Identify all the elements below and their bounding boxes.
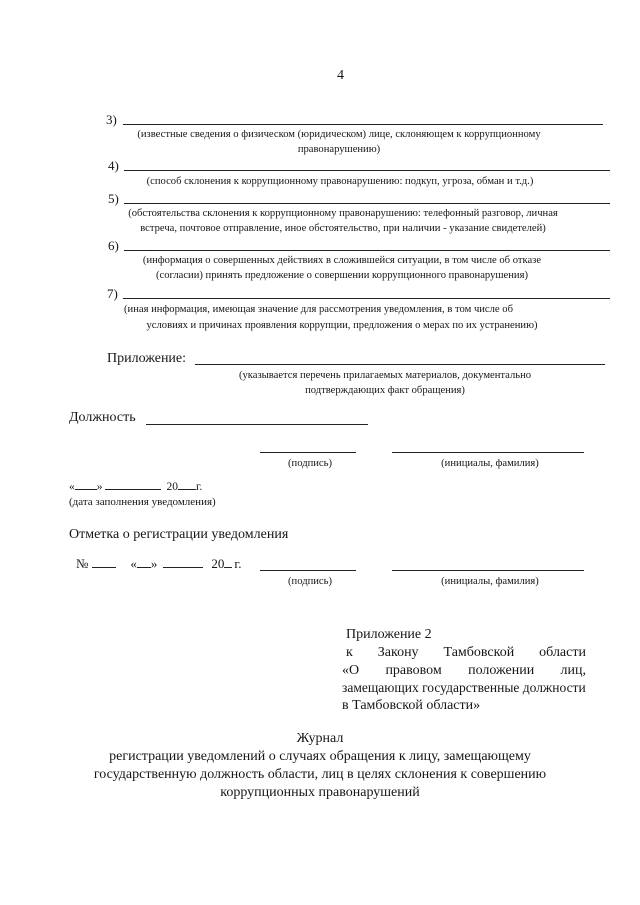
- reg-month-field[interactable]: [163, 567, 203, 568]
- reg-no-field[interactable]: [92, 567, 116, 568]
- registration-title: Отметка о регистрации уведомления: [69, 527, 289, 542]
- date-year-prefix: 20: [166, 481, 178, 493]
- journal-title: Журнал: [296, 731, 344, 746]
- item-number-6: 6): [108, 238, 119, 253]
- position-line[interactable]: [146, 424, 368, 425]
- item-number-4: 4): [108, 158, 119, 173]
- attachment-line[interactable]: [195, 364, 605, 365]
- item-number-5: 5): [108, 191, 119, 206]
- appendix-word: «О: [342, 663, 360, 678]
- appendix-word: к: [346, 645, 353, 660]
- item-line-6[interactable]: [124, 250, 610, 251]
- appendix-title: Приложение 2: [346, 627, 432, 642]
- attachment-caption-a: (указывается перечень прилагаемых материалов, документально: [238, 370, 532, 381]
- date-quote-close: »: [96, 481, 103, 493]
- reg-quote-open: «: [130, 556, 137, 571]
- date-line: [69, 481, 202, 493]
- item-caption-5b: встреча, почтовое отправление, иное обстоятельство, при наличии - указание свидетелей): [140, 223, 546, 234]
- reg-signature-line[interactable]: [260, 570, 356, 571]
- item-line-5[interactable]: [124, 203, 610, 204]
- appendix-word: Закону: [377, 645, 419, 660]
- signature-caption: (подпись): [288, 458, 332, 469]
- item-number-7: 7): [107, 286, 118, 301]
- reg-day-field[interactable]: [137, 567, 151, 568]
- item-caption-3b: правонарушению): [297, 144, 381, 155]
- reg-year-prefix: 20: [211, 556, 225, 571]
- item-caption-7a: (иная информация, имеющая значение для рассмотрения уведомления, в том числе об: [124, 304, 513, 315]
- journal-line-2: государственную должность области, лиц в целях склонения к совершению: [93, 767, 547, 782]
- item-caption-3a: (известные сведения о физическом (юридическом) лице, склоняющем к коррупционному: [137, 129, 541, 140]
- reg-initials-line[interactable]: [392, 570, 584, 571]
- item-line-4[interactable]: [124, 170, 610, 171]
- item-number-3: 3): [106, 112, 117, 127]
- appendix-line-5: в Тамбовской области»: [342, 698, 481, 713]
- reg-initials-caption: (инициалы, фамилия): [441, 576, 539, 587]
- reg-no-label: №: [76, 556, 89, 571]
- appendix-word: положении: [468, 663, 535, 678]
- journal-line-1: регистрации уведомлений о случаях обращения к лицу, замещающему: [109, 749, 531, 764]
- item-line-3[interactable]: [123, 124, 603, 125]
- appendix-word: области: [539, 645, 586, 660]
- attachment-label: Приложение:: [107, 351, 187, 366]
- date-month-field[interactable]: [105, 489, 161, 490]
- registration-line: [76, 556, 242, 572]
- journal-line-3: коррупционных правонарушений: [220, 785, 420, 800]
- date-quote-open: «: [69, 481, 75, 493]
- appendix-word: правовом: [385, 663, 442, 678]
- date-year-field[interactable]: [178, 489, 196, 490]
- item-caption-6a: (информация о совершенных действиях в сложившейся ситуации, в том числе об отказе: [142, 255, 542, 266]
- attachment-caption-b: подтверждающих факт обращения): [305, 385, 465, 396]
- appendix-line-4: замещающих государственные должности: [342, 680, 586, 695]
- item-caption-5a: (обстоятельства склонения к коррупционному правонарушению: телефонный разговор, личная: [128, 208, 558, 219]
- reg-year-field[interactable]: [224, 567, 232, 568]
- initials-caption: (инициалы, фамилия): [441, 458, 539, 469]
- date-year-suffix: г.: [196, 481, 203, 493]
- initials-line[interactable]: [392, 452, 584, 453]
- appendix-line-3: [342, 663, 586, 679]
- reg-signature-caption: (подпись): [288, 576, 332, 587]
- item-caption-4: (способ склонения к коррупционному правонарушению: подкуп, угроза, обман и т.д.): [146, 176, 534, 187]
- item-caption-6b: (согласии) принять предложение о совершении коррупционного правонарушения): [156, 270, 528, 281]
- appendix-word: Тамбовской: [443, 645, 515, 660]
- appendix-word: лиц,: [560, 663, 586, 678]
- date-day-field[interactable]: [75, 489, 97, 490]
- page-number: 4: [337, 68, 344, 83]
- item-caption-7b: условиях и причинах проявления коррупции, предложения о мерах по их устранению): [146, 320, 538, 331]
- date-caption: (дата заполнения уведомления): [69, 496, 216, 508]
- item-line-7[interactable]: [123, 298, 610, 299]
- signature-line[interactable]: [260, 452, 356, 453]
- appendix-line-2: [346, 645, 586, 661]
- position-label: Должность: [69, 410, 136, 425]
- reg-quote-close: »: [150, 556, 158, 571]
- reg-year-suffix: г.: [234, 556, 242, 571]
